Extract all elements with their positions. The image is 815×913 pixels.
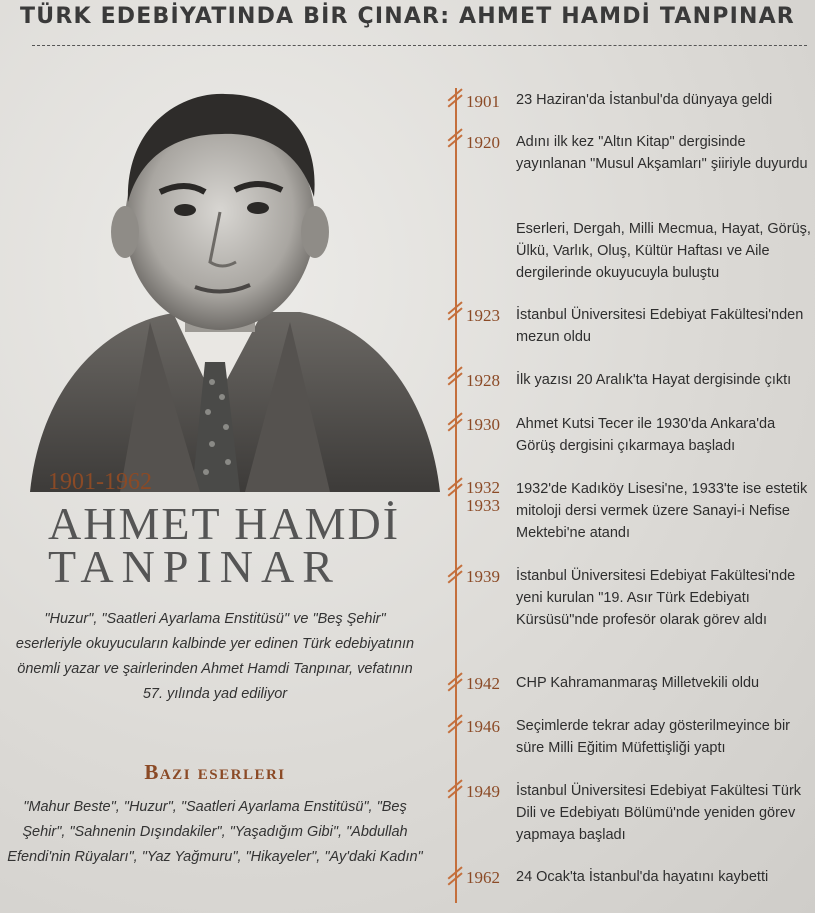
timeline-tick <box>444 785 466 793</box>
portrait-photo <box>0 72 440 492</box>
name-first: AHMET HAMDİ <box>48 498 401 549</box>
timeline-tick <box>444 678 466 686</box>
timeline-year: 1920 <box>466 133 500 152</box>
page-title: TÜRK EDEBİYATINDA BİR ÇINAR: AHMET HAMDİ TANPINAR <box>20 4 795 29</box>
timeline-tick <box>444 134 466 142</box>
timeline-year: 1962 <box>466 868 500 887</box>
timeline-year: 1933 <box>466 496 500 515</box>
timeline-event: 24 Ocak'ta İstanbul'da hayatını kaybetti <box>516 869 769 885</box>
timeline-tick <box>444 307 466 315</box>
timeline-event: Seçimlerde tekrar aday gösterilmeyince bir süre Milli Eğitim Müfettişliği yaptı <box>516 718 790 756</box>
timeline-line <box>455 88 457 903</box>
timeline-year: 1928 <box>466 371 500 390</box>
timeline-event: İstanbul Üniversitesi Edebiyat Fakültesi'nde yeni kurulan "19. Asır Türk Edebiyatı Kürsüsü"nde profesör olarak görev aldı <box>516 568 796 628</box>
timeline-year: 1942 <box>466 674 500 693</box>
timeline-event: Adını ilk kez "Altın Kitap" dergisinde yayınlanan "Musul Akşamları" şiiriyle duyurdu <box>516 134 808 172</box>
timeline-event: CHP Kahramanmaraş Milletvekili oldu <box>516 675 760 691</box>
timeline-year: 1930 <box>466 415 500 434</box>
timeline-tick <box>444 418 466 426</box>
timeline-tick <box>444 483 466 491</box>
timeline-year: 1932 <box>466 478 500 497</box>
life-span: 1901-1962 <box>48 469 152 495</box>
timeline-event: Eserleri, Dergah, Milli Mecmua, Hayat, Görüş, Ülkü, Varlık, Oluş, Kültür Haftası ve Aile dergilerinde okuyucuyla buluştu <box>516 221 811 281</box>
timeline-year: 1923 <box>466 306 500 325</box>
timeline-event: İlk yazısı 20 Aralık'ta Hayat dergisinde çıktı <box>516 372 792 388</box>
timeline-tick <box>444 94 466 102</box>
works-heading: Bazı eserleri <box>144 760 286 784</box>
timeline-year: 1949 <box>466 782 500 801</box>
title-divider <box>32 45 807 46</box>
timeline-year: 1939 <box>466 567 500 586</box>
timeline-tick <box>444 720 466 728</box>
intro-text: "Huzur", "Saatleri Ayarlama Enstitüsü" ve "Beş Şehir" eserleriyle okuyucuların kalbinde yer edinen Türk edebiyatının önemli yazar ve şairlerinden Ahmet Hamdi Tanpınar, vefatının 57. yılında yad ediliyor <box>15 611 415 702</box>
timeline-event: İstanbul Üniversitesi Edebiyat Fakültesi'nden mezun oldu <box>516 307 804 345</box>
timeline-year: 1901 <box>466 92 500 111</box>
timeline-year: 1946 <box>466 717 500 736</box>
timeline-tick <box>444 570 466 578</box>
works-list: "Mahur Beste", "Huzur", "Saatleri Ayarlama Enstitüsü", "Beş Şehir", "Sahnenin Dışındakiler", "Yaşadığım Gibi", "Abdullah Efendi'nin Rüyaları", "Yaz Yağmuru", "Hikayeler", "Ay'daki Kadın" <box>7 799 423 865</box>
timeline-event: İstanbul Üniversitesi Edebiyat Fakültesi Türk Dili ve Edebiyatı Bölümü'nde yeniden görev yapmaya başladı <box>516 783 802 843</box>
name-last: TANPINAR <box>48 541 341 592</box>
timeline-event: 23 Haziran'da İstanbul'da dünyaya geldi <box>516 92 773 108</box>
timeline-event: 1932'de Kadıköy Lisesi'ne, 1933'te ise estetik mitoloji dersi vermek üzere Sanayi-i Nefise Mektebi'ne atandı <box>516 481 808 541</box>
timeline-event: Ahmet Kutsi Tecer ile 1930'da Ankara'da Görüş dergisini çıkarmaya başladı <box>516 416 776 454</box>
timeline-tick <box>444 872 466 880</box>
timeline-tick <box>444 372 466 380</box>
